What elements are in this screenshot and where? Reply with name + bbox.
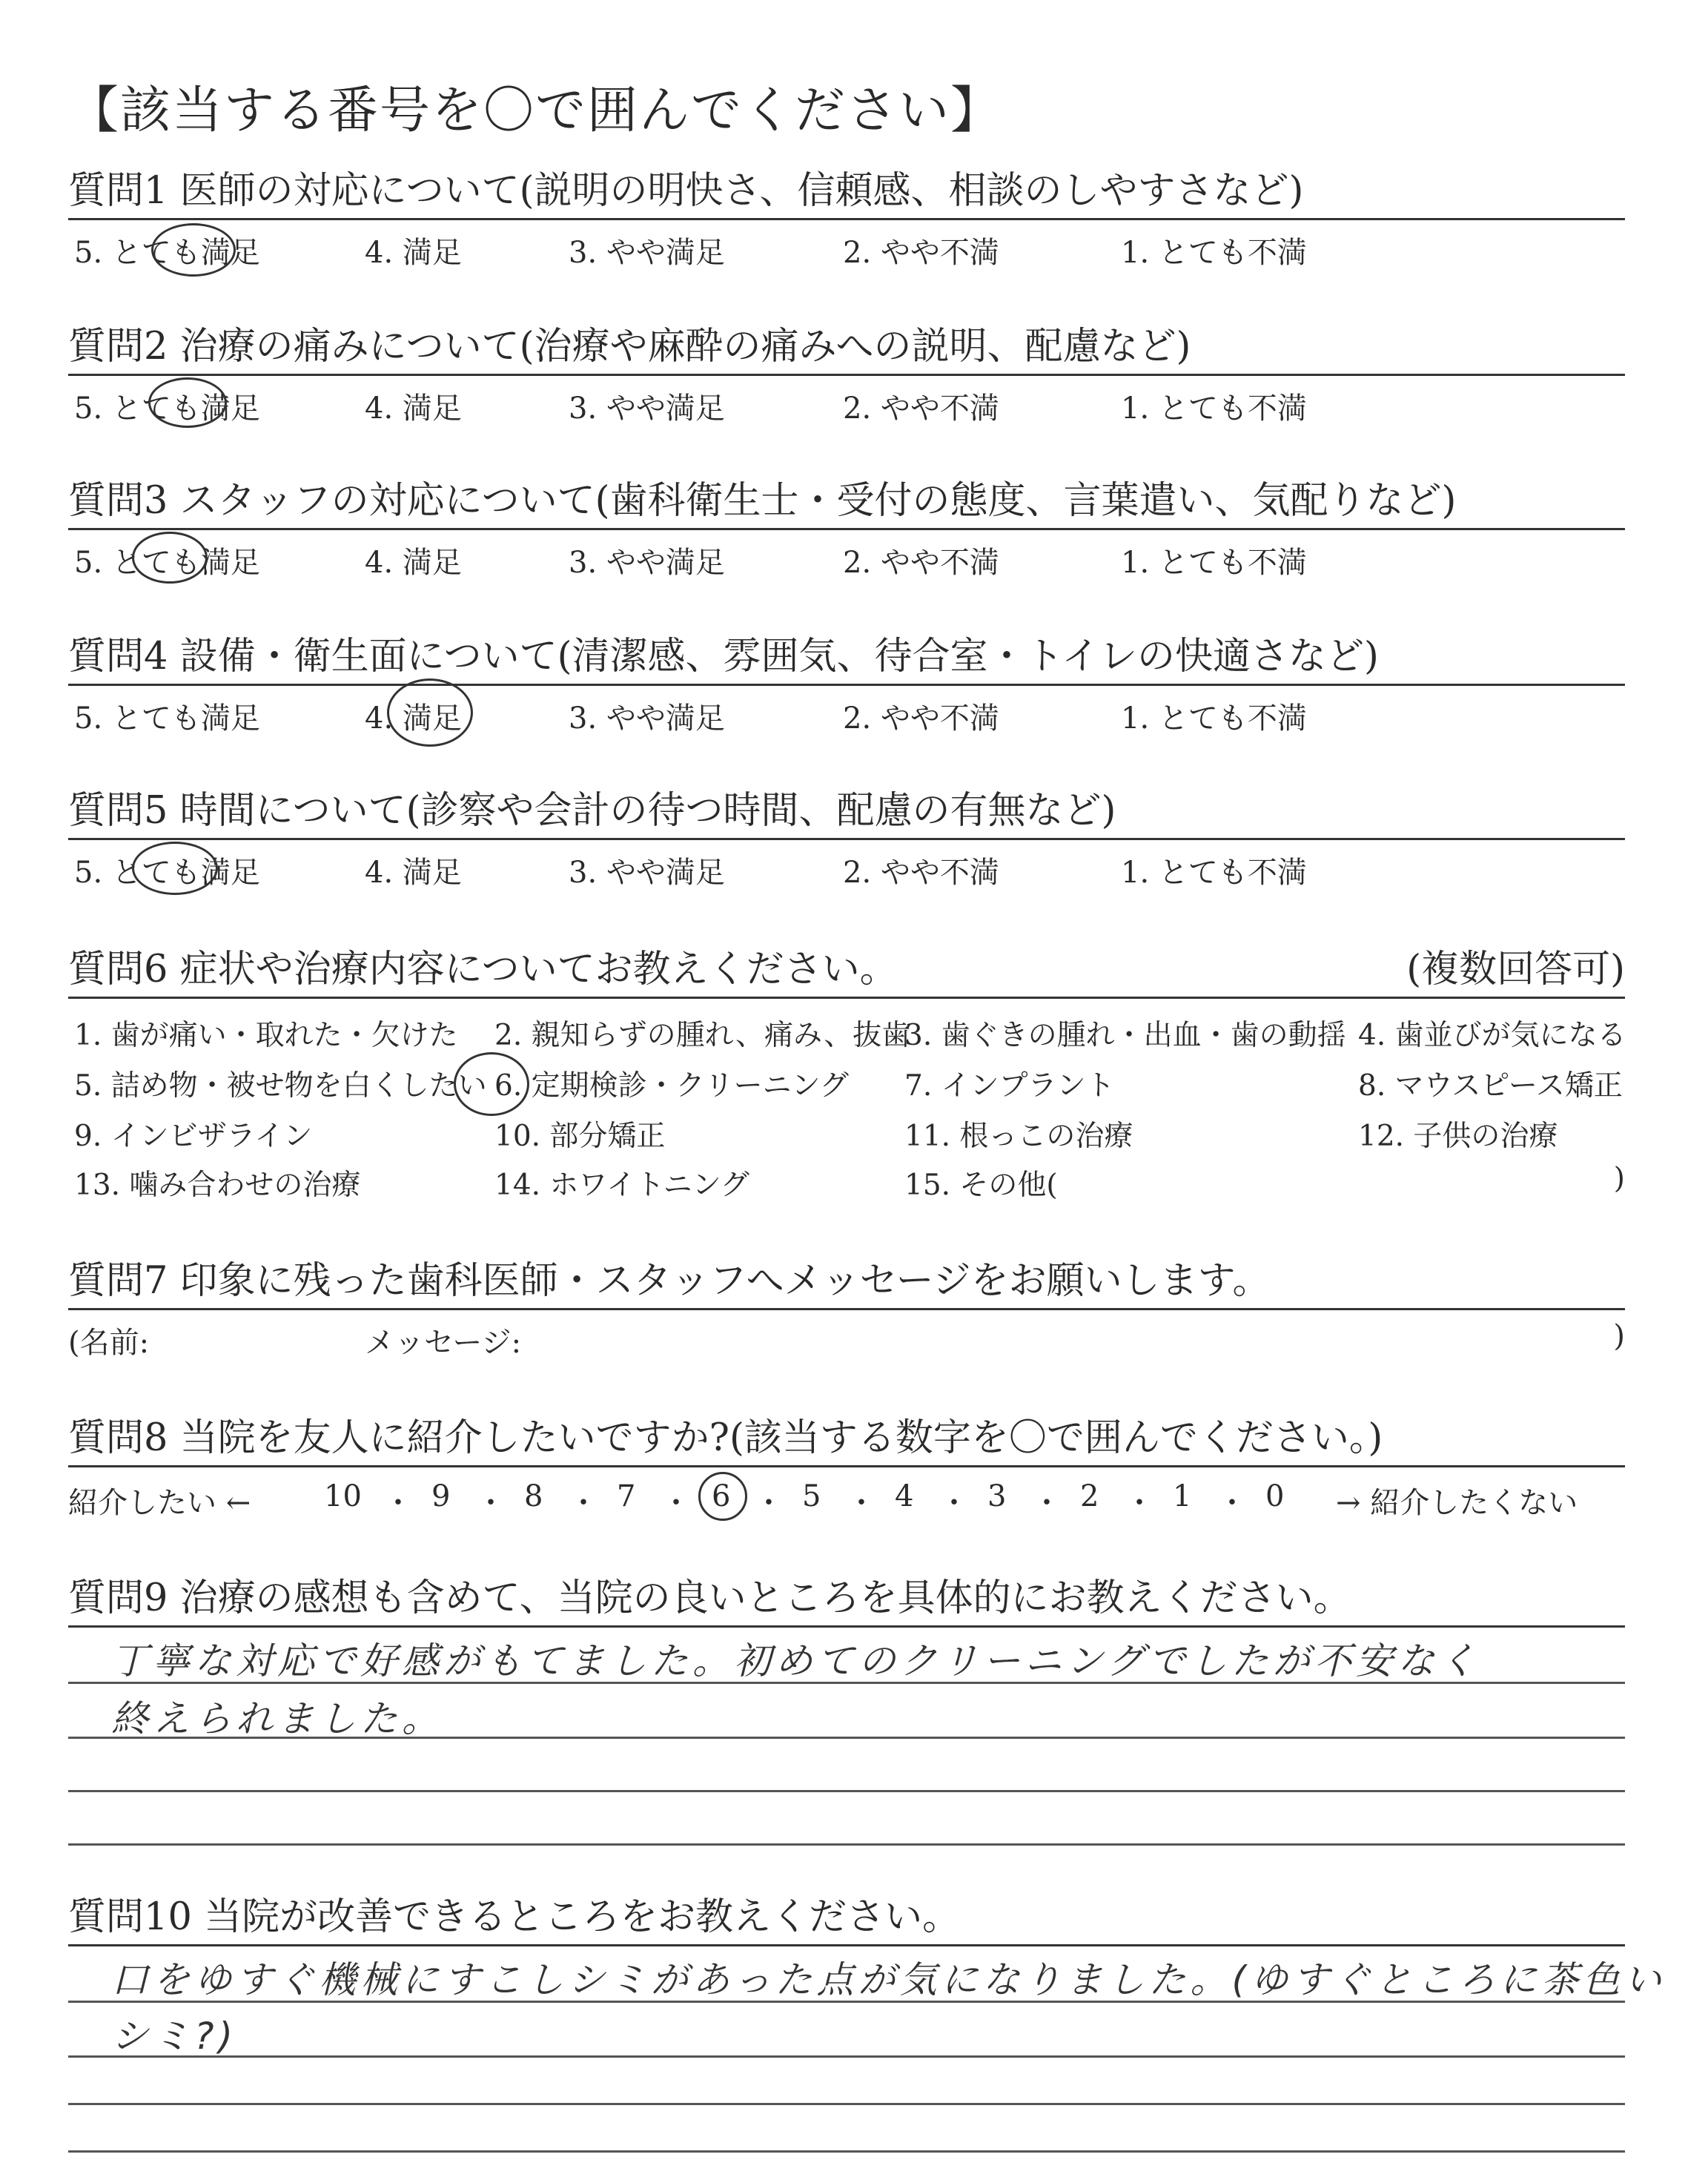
scale-number[interactable]: 6 (712, 1479, 731, 1513)
symptom-option-other[interactable]: 15. その他( (904, 1169, 1058, 1202)
symptom-option[interactable]: 1. 歯が痛い・取れた・欠けた (74, 1019, 458, 1052)
handwritten-answer-line: 丁寧な対応で好感がもてました。初めてのクリーニングでしたが不安なく (111, 1639, 1480, 1682)
option-somewhat-dissatisfied[interactable]: 2. やや不満 (843, 392, 999, 426)
question-4-label: 質問4 設備・衛生面について(清潔感、雰囲気、待合室・トイレの快適さなど) (68, 635, 1379, 678)
question-5 (68, 785, 1625, 888)
question-9-label: 質問9 治療の感想も含めて、当院の良いところを具体的にお教えください。 (68, 1576, 1351, 1620)
scale-number[interactable]: 10 (324, 1479, 362, 1513)
symptom-option[interactable]: 6. 定期検診・クリーニング (494, 1069, 849, 1103)
option-very-satisfied[interactable]: 5. とても満足 (74, 236, 260, 270)
question-6 (68, 943, 1625, 1206)
divider (68, 1944, 1625, 1946)
multiple-answer-note: (複数回答可) (1406, 948, 1625, 991)
scale-right-label: → 紹介したくない (1336, 1486, 1578, 1520)
scale-number[interactable]: 7 (617, 1479, 636, 1513)
question-4 (68, 630, 1625, 736)
recommend-scale (68, 1467, 1625, 1519)
question-6-text: 質問6 症状や治療内容についてお教えください。 (68, 948, 898, 991)
message-field-label[interactable]: メッセージ: (365, 1326, 522, 1360)
question-5-options (68, 840, 1625, 888)
symptom-option[interactable]: 4. 歯並びが気になる (1358, 1019, 1626, 1052)
option-very-dissatisfied[interactable]: 1. とても不満 (1121, 701, 1307, 736)
question-3-label: 質問3 スタッフの対応について(歯科衛生士・受付の態度、言葉遣い、気配りなど) (68, 479, 1457, 523)
question-6-options (68, 999, 1625, 1206)
answer-line (68, 2001, 1625, 2003)
scale-dot: ・ (1032, 1486, 1062, 1520)
option-somewhat-dissatisfied[interactable]: 2. やや不満 (843, 236, 999, 270)
symptom-option[interactable]: 14. ホワイトニング (494, 1169, 749, 1202)
option-somewhat-dissatisfied[interactable]: 2. やや不満 (843, 546, 999, 580)
answer-line (68, 2103, 1625, 2105)
question-7-label: 質問7 印象に残った歯科医師・スタッフへメッセージをお願いします。 (68, 1259, 1271, 1303)
option-very-satisfied[interactable]: 5. とても満足 (74, 701, 260, 736)
hand-circle-mark (387, 678, 473, 747)
page-title: 【該当する番号を〇で囲んでください】 (68, 82, 1003, 140)
question-4-options (68, 686, 1625, 736)
option-somewhat-dissatisfied[interactable]: 2. やや不満 (843, 856, 999, 890)
question-9 (68, 1572, 1625, 1628)
close-paren: ) (1613, 1319, 1625, 1353)
scale-dot: ・ (1217, 1486, 1247, 1520)
question-8-label: 質問8 当院を友人に紹介したいですか?(該当する数字を〇で囲んでください。) (68, 1416, 1383, 1460)
symptom-option[interactable]: 9. インビザライン (74, 1120, 313, 1153)
option-somewhat-satisfied[interactable]: 3. やや満足 (569, 236, 725, 270)
symptom-option[interactable]: 3. 歯ぐきの腫れ・出血・歯の動揺 (904, 1019, 1346, 1052)
question-1-options (68, 220, 1625, 268)
question-2 (68, 320, 1625, 426)
question-2-options (68, 376, 1625, 426)
question-7-fields (68, 1310, 1625, 1358)
hand-circle-mark (454, 1052, 529, 1116)
scale-left-label: 紹介したい ← (68, 1486, 251, 1520)
hand-circle-mark (151, 223, 236, 277)
handwritten-answer-line: シミ?) (111, 2015, 238, 2058)
divider (68, 1625, 1625, 1628)
symptom-option[interactable]: 2. 親知らずの腫れ、痛み、抜歯 (494, 1019, 911, 1052)
handwritten-answer-line: 口をゆすぐ機械にすこしシミがあった点が気になりました。(ゆすぐところに茶色い (111, 1958, 1666, 2001)
question-1 (68, 165, 1625, 268)
question-5-label: 質問5 時間について(診察や会計の待つ時間、配慮の有無など) (68, 789, 1116, 833)
question-1-label: 質問1 医師の対応について(説明の明快さ、信頼感、相談のしやすさなど) (68, 169, 1304, 213)
other-close-paren: ) (1613, 1162, 1625, 1195)
question-10-label: 質問10 当院が改善できるところをお教えください。 (68, 1895, 961, 1939)
option-satisfied[interactable]: 4. 満足 (365, 392, 462, 426)
option-somewhat-satisfied[interactable]: 3. やや満足 (569, 392, 725, 426)
answer-line (68, 2150, 1625, 2153)
handwritten-answer-line: 終えられました。 (111, 1697, 443, 1740)
option-satisfied[interactable]: 4. 満足 (365, 546, 462, 580)
option-very-dissatisfied[interactable]: 1. とても不満 (1121, 236, 1307, 270)
scale-dot: ・ (847, 1486, 876, 1520)
symptom-option[interactable]: 12. 子供の治療 (1358, 1120, 1558, 1153)
scale-dot: ・ (754, 1486, 784, 1520)
scale-dot: ・ (1125, 1486, 1154, 1520)
option-very-satisfied[interactable]: 5. とても満足 (74, 546, 260, 580)
symptom-option[interactable]: 8. マウスピース矯正 (1358, 1069, 1623, 1103)
option-very-dissatisfied[interactable]: 1. とても不満 (1121, 392, 1307, 426)
question-2-label: 質問2 治療の痛みについて(治療や麻酔の痛みへの説明、配慮など) (68, 325, 1191, 369)
question-10 (68, 1891, 1625, 1946)
answer-line (68, 1682, 1625, 1684)
hand-circle-mark (698, 1472, 747, 1521)
symptom-option[interactable]: 13. 噛み合わせの治療 (74, 1169, 361, 1202)
option-very-dissatisfied[interactable]: 1. とても不満 (1121, 546, 1307, 580)
scale-dot: ・ (569, 1486, 598, 1520)
answer-line (68, 1843, 1625, 1846)
scale-number[interactable]: 5 (802, 1479, 821, 1513)
scale-number[interactable]: 4 (895, 1479, 914, 1513)
scale-number[interactable]: 0 (1265, 1479, 1285, 1513)
scale-number[interactable]: 3 (987, 1479, 1007, 1513)
symptom-option[interactable]: 10. 部分矯正 (494, 1120, 666, 1153)
scale-number[interactable]: 8 (524, 1479, 543, 1513)
hand-circle-mark (132, 842, 218, 895)
option-very-satisfied[interactable]: 5. とても満足 (74, 392, 260, 426)
option-satisfied[interactable]: 4. 満足 (365, 856, 462, 890)
symptom-option[interactable]: 5. 詰め物・被せ物を白くしたい (74, 1069, 487, 1103)
option-somewhat-satisfied[interactable]: 3. やや満足 (569, 701, 725, 736)
option-satisfied[interactable]: 4. 満足 (365, 701, 462, 736)
scale-dot: ・ (661, 1486, 691, 1520)
symptom-option[interactable]: 11. 根っこの治療 (904, 1120, 1133, 1153)
scale-dot: ・ (476, 1486, 506, 1520)
scale-number[interactable]: 2 (1080, 1479, 1099, 1513)
scale-number[interactable]: 9 (431, 1479, 451, 1513)
option-somewhat-satisfied[interactable]: 3. やや満足 (569, 546, 725, 580)
option-very-dissatisfied[interactable]: 1. とても不満 (1121, 856, 1307, 890)
question-7 (68, 1255, 1625, 1358)
option-somewhat-satisfied[interactable]: 3. やや満足 (569, 856, 725, 890)
question-6-label (68, 943, 1625, 997)
symptom-option[interactable]: 7. インプラント (904, 1069, 1115, 1103)
scale-dot: ・ (939, 1486, 969, 1520)
answer-line (68, 1790, 1625, 1792)
hand-circle-mark (148, 377, 227, 428)
hand-circle-mark (132, 532, 208, 584)
option-very-satisfied[interactable]: 5. とても満足 (74, 856, 260, 890)
name-field-label[interactable]: (名前: (68, 1326, 150, 1360)
scale-number[interactable]: 1 (1173, 1479, 1192, 1513)
scale-dot: ・ (383, 1486, 413, 1520)
answer-line (68, 2055, 1625, 2058)
option-somewhat-dissatisfied[interactable]: 2. やや不満 (843, 701, 999, 736)
answer-line (68, 1737, 1625, 1739)
question-3 (68, 475, 1625, 578)
question-3-options (68, 530, 1625, 578)
option-satisfied[interactable]: 4. 満足 (365, 236, 462, 270)
question-8 (68, 1412, 1625, 1519)
